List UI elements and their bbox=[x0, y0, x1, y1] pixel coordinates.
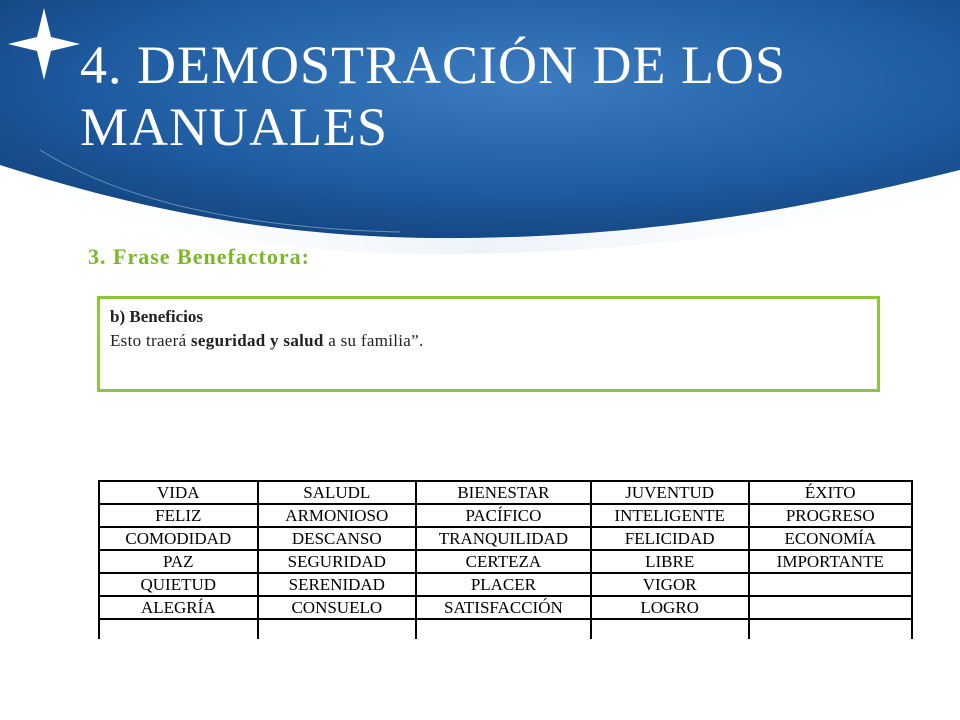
table-cell: QUIETUD bbox=[99, 573, 258, 596]
table-cell bbox=[591, 619, 749, 639]
table-cell bbox=[749, 596, 912, 619]
table-cell: SALUDL bbox=[258, 481, 416, 504]
table-cell bbox=[258, 619, 416, 639]
table-cell: ÉXITO bbox=[749, 481, 912, 504]
table-cell: DESCANSO bbox=[258, 527, 416, 550]
table-cell: COMODIDAD bbox=[99, 527, 258, 550]
table-cell: VIDA bbox=[99, 481, 258, 504]
table-row bbox=[99, 573, 912, 596]
table-cell bbox=[749, 619, 912, 639]
table-cell: JUVENTUD bbox=[591, 481, 749, 504]
table-cell: CERTEZA bbox=[416, 550, 591, 573]
table-cell bbox=[416, 619, 591, 639]
table-cell: INTELIGENTE bbox=[591, 504, 749, 527]
table-cell: FELIZ bbox=[99, 504, 258, 527]
section-subtitle: 3. Frase Benefactora: bbox=[88, 244, 310, 269]
table-cell: ARMONIOSO bbox=[258, 504, 416, 527]
table-cell: SEGURIDAD bbox=[258, 550, 416, 573]
table-cell: PAZ bbox=[99, 550, 258, 573]
benefit-words-table bbox=[98, 480, 913, 639]
table-row bbox=[99, 504, 912, 527]
table-row bbox=[99, 550, 912, 573]
table-cell: TRANQUILIDAD bbox=[416, 527, 591, 550]
table-cell: SATISFACCIÓN bbox=[416, 596, 591, 619]
callout-body-bold: seguridad y salud bbox=[191, 331, 324, 350]
table-cell: IMPORTANTE bbox=[749, 550, 912, 573]
table-cell: VIGOR bbox=[591, 573, 749, 596]
table-row bbox=[99, 481, 912, 504]
table-cell bbox=[99, 619, 258, 639]
table-cell: PACÍFICO bbox=[416, 504, 591, 527]
callout-body-prefix: Esto traerá bbox=[110, 331, 192, 350]
table-cell: BIENESTAR bbox=[416, 481, 591, 504]
table-cell: ECONOMÍA bbox=[749, 527, 912, 550]
table-cell: FELICIDAD bbox=[591, 527, 749, 550]
table-cell: CONSUELO bbox=[258, 596, 416, 619]
table-row bbox=[99, 596, 912, 619]
table-cell: LIBRE bbox=[591, 550, 749, 573]
table-cell bbox=[749, 573, 912, 596]
table-row bbox=[99, 527, 912, 550]
slide-title: 4. DEMOSTRACIÓN DE LOS MANUALES bbox=[80, 35, 787, 157]
table-cell: PROGRESO bbox=[749, 504, 912, 527]
table-cell: PLACER bbox=[416, 573, 591, 596]
table-cell: SERENIDAD bbox=[258, 573, 416, 596]
callout-body-suffix: a su familia”. bbox=[323, 331, 424, 350]
table-row bbox=[99, 619, 912, 639]
callout-heading: b) Beneficios bbox=[110, 307, 204, 326]
table-cell: LOGRO bbox=[591, 596, 749, 619]
table-cell: ALEGRÍA bbox=[99, 596, 258, 619]
